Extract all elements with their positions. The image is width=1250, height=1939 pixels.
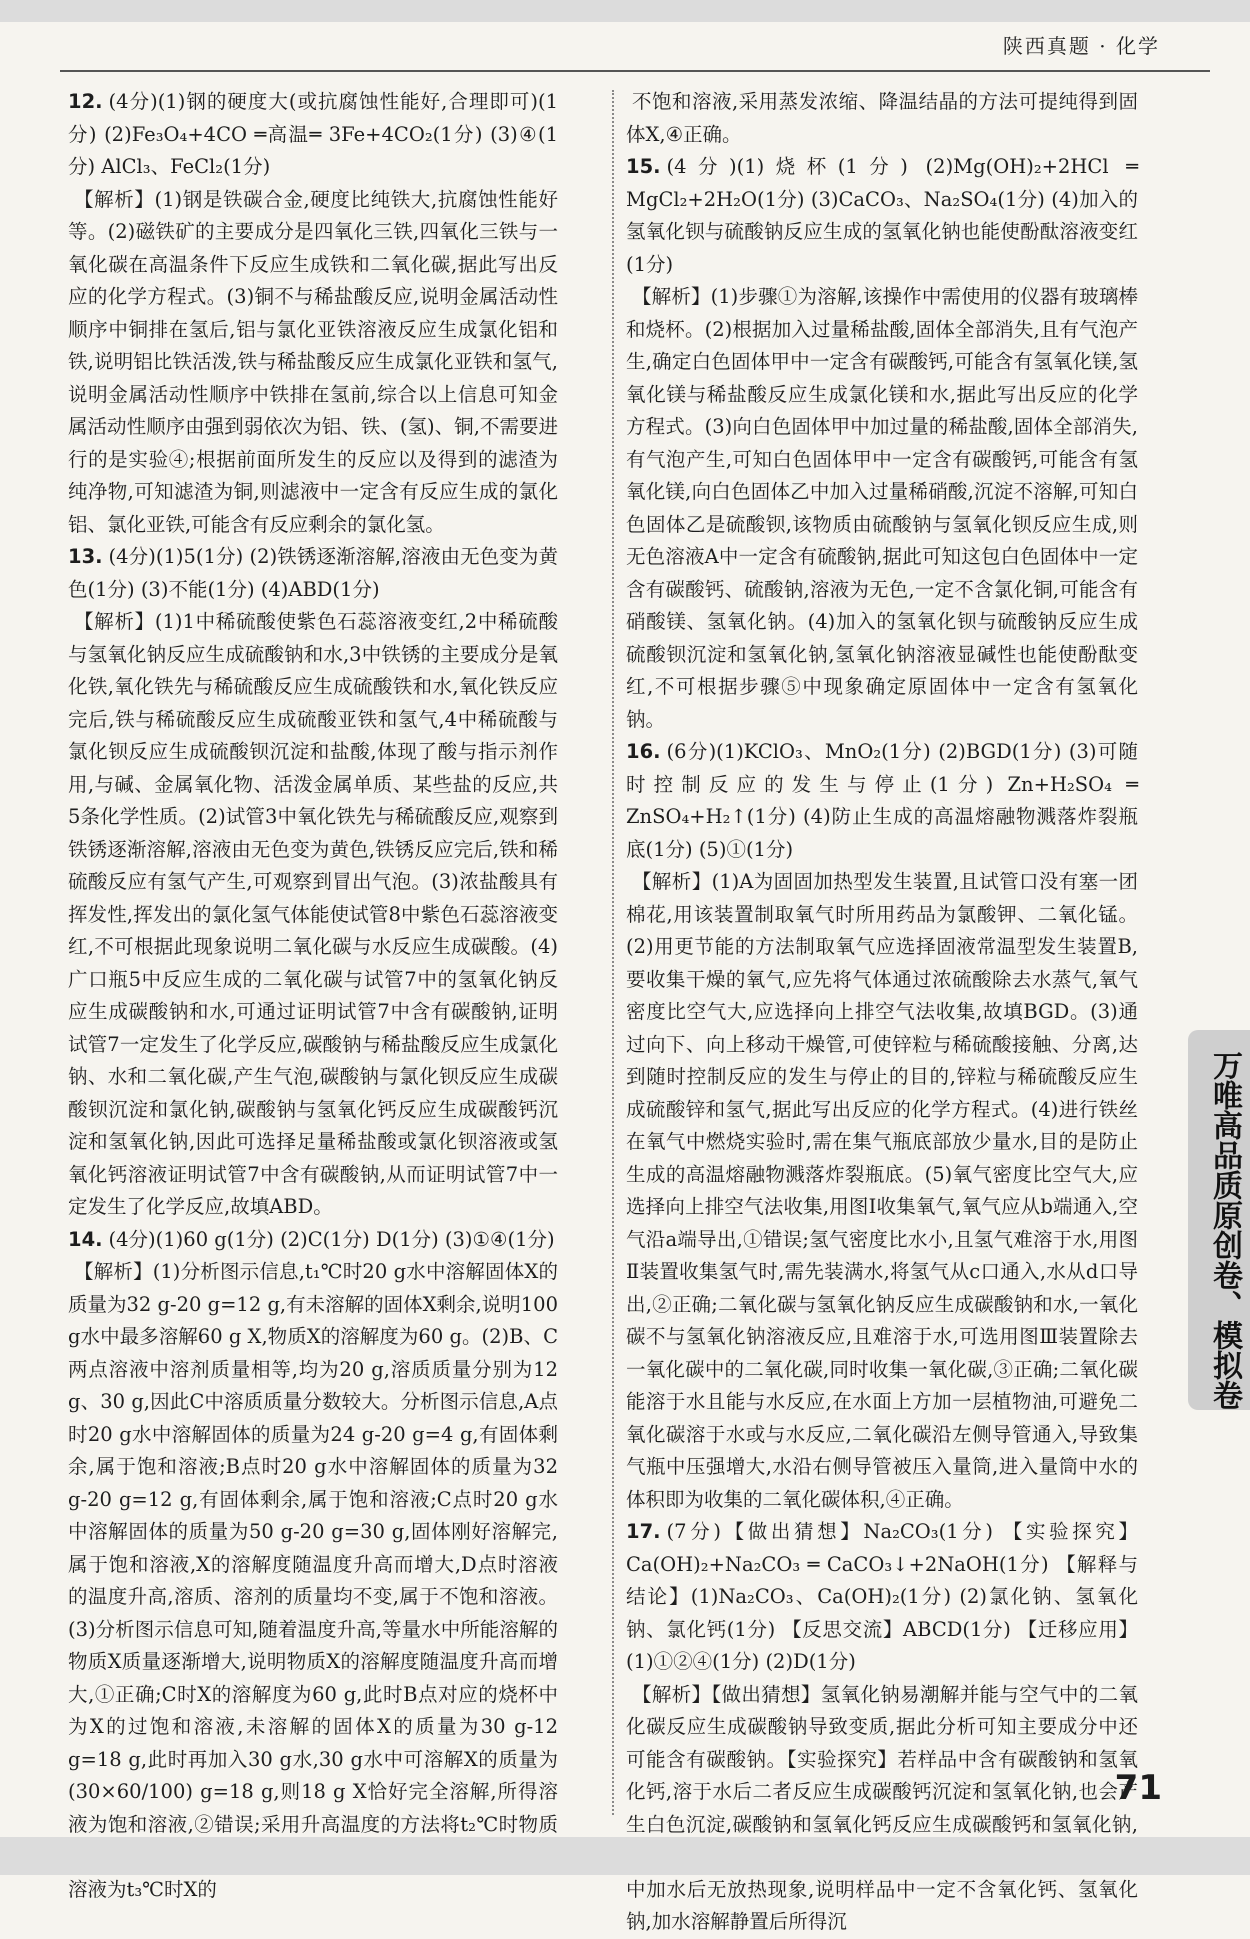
paragraph — [626, 866, 1138, 1516]
paragraph — [626, 151, 1138, 281]
bottom-band — [0, 1837, 1250, 1875]
paragraph-text: (6分)(1)KClO₃、MnO₂(1分) (2)BGD(1分) (3)可随时控制反应的发生与停止(1分) Zn+H₂SO₄ ═ ZnSO₄+H₂↑(1分) (4)防止生成的高温熔融物溅落炸裂瓶底(1分) (5)①(1分) — [626, 740, 1138, 861]
paragraph — [68, 1256, 558, 1906]
top-band — [0, 0, 1250, 22]
paragraph — [68, 541, 558, 606]
paragraph — [626, 86, 1138, 151]
paragraph-text: (4分)(1)烧杯(1分) (2)Mg(OH)₂+2HCl ═ MgCl₂+2H₂O(1分) (3)CaCO₃、Na₂SO₄(1分) (4)加入的氢氧化钡与硫酸钠反应生成的氢氧化钠也能使酚酞溶液变红(1分) — [626, 155, 1138, 276]
paragraph-text: 【解析】(1)A为固固加热型发生装置,且试管口没有塞一团棉花,用该装置制取氧气时所用药品为氯酸钾、二氧化锰。(2)用更节能的方法制取氧气应选择固液常温型发生装置B,要收集干燥的氧气,应先将气体通过浓硫酸除去水蒸气,氧气密度比空气大,应选择向上排空气法收集,故填BGD。(3)通过向下、向上移动干燥管,可使锌粒与稀硫酸接触、分离,达到随时控制反应的发生与停止的目的,锌粒与稀硫酸反应生成硫酸锌和氢气,据此写出反应的化学方程式。(4)进行铁丝在氧气中燃烧实验时,需在集气瓶底部放少量水,目的是防止生成的高温熔融物溅落炸裂瓶底。(5)氧气密度比空气大,应选择向上排空气法收集,用图Ⅰ收集氧气,氧气应从b端通入,空气沿a端导出,①错误;氢气密度比水小,且氢气难溶于水,用图Ⅱ装置收集氢气时,需先装满水,将氢气从c口通入,水从d口导出,②正确;二氧化碳与氢氧化钠反应生成碳酸钠和水,一氧化碳不与氢氧化钠溶液反应,且难溶于水,可选用图Ⅲ装置除去一氧化碳中的二氧化碳,同时收集一氧化碳,③正确;二氧化碳能溶于水且能与水反应,在水面上方加一层植物油,可避免二氧化碳溶于水或与水反应,二氧化碳沿左侧导管通入,导致集气瓶中压强增大,水沿右侧导管被压入量筒,进入量筒中水的体积即为收集的二氧化碳体积,④正确。 — [626, 870, 1138, 1511]
paragraph — [626, 281, 1138, 736]
paragraph-text: 【解析】(1)1中稀硫酸使紫色石蕊溶液变红,2中稀硫酸与氢氧化钠反应生成硫酸钠和水,3中铁锈的主要成分是氧化铁,氧化铁先与稀硫酸反应生成硫酸铁和水,氧化铁反应完后,铁与稀硫酸反应生成硫酸亚铁和氢气,4中稀硫酸与氯化钡反应生成硫酸钡沉淀和盐酸,体现了酸与指示剂作用,与碱、金属氧化物、活泼金属单质、某些盐的反应,共5条化学性质。(2)试管3中氧化铁先与稀硫酸反应,观察到铁锈逐渐溶解,溶液由无色变为黄色,铁锈反应完后,铁和稀硫酸反应有氢气产生,可观察到冒出气泡。(3)浓盐酸具有挥发性,挥发出的氯化氢气体能使试管8中紫色石蕊溶液变红,不可根据此现象说明二氧化碳与水反应生成碳酸。(4)广口瓶5中反应生成的二氧化碳与试管7中的氢氧化钠反应生成碳酸钠和水,可通过证明试管7中含有碳酸钠,证明试管7一定发生了化学反应,碳酸钠与稀盐酸反应生成氯化钠、水和二氧化碳,产生气泡,碳酸钠与氯化钡反应生成碳酸钡沉淀和氯化钠,碳酸钠与氢氧化钙反应生成碳酸钙沉淀和氢氧化钠,因此可选择足量稀盐酸或氯化钡溶液或氢氧化钙溶液证明试管7中含有碳酸钠,从而证明试管7中一定发生了化学反应,故填ABD。 — [68, 610, 558, 1218]
page-header: 陕西真题 · 化学 — [1002, 34, 1160, 58]
paragraph — [68, 184, 558, 542]
question-number: 14. — [68, 1227, 103, 1251]
paragraph — [626, 1516, 1138, 1679]
paragraph-text: 【解析】(1)钢是铁碳合金,硬度比纯铁大,抗腐蚀性能好等。(2)磁铁矿的主要成分是四氧化三铁,四氧化三铁与一氧化碳在高温条件下反应生成铁和二氧化碳,据此写出反应的化学方程式。(3)铜不与稀盐酸反应,说明金属活动性顺序中铜排在氢后,铝与氯化亚铁溶液反应生成氯化铝和铁,说明铝比铁活泼,铁与稀盐酸反应生成氯化亚铁和氢气,说明金属活动性顺序中铁排在氢前,综合以上信息可知金属活动性顺序由强到弱依次为铝、铁、(氢)、铜,不需要进行的是实验④;根据前面所发生的反应以及得到的滤渣为纯净物,可知滤渣为铜,则滤液中一定含有反应生成的氯化铝、氯化亚铁,可能含有反应剩余的氯化氢。 — [68, 187, 558, 536]
page-number: 71 — [1114, 1768, 1162, 1808]
paragraph — [68, 86, 558, 184]
paragraph-text: 【解析】(1)步骤①为溶解,该操作中需使用的仪器有玻璃棒和烧杯。(2)根据加入过量稀盐酸,固体全部消失,且有气泡产生,确定白色固体甲中一定含有碳酸钙,可能含有氢氧化镁,氢氧化镁与稀盐酸反应生成氯化镁和水,据此写出反应的化学方程式。(3)向白色固体甲中加过量的稀盐酸,固体全部消失,有气泡产生,可知白色固体甲中一定含有碳酸钙,可能含有氢氧化镁,向白色固体乙中加入过量稀硝酸,沉淀不溶解,可知白色固体乙是硫酸钡,该物质由硫酸钠与氢氧化钡反应生成,则无色溶液A中一定含有硫酸钠,据此可知这包白色固体中一定含有碳酸钙、硫酸钠,溶液为无色,一定不含氯化铜,可能含有硝酸镁、氢氧化钠。(4)加入的氢氧化钡与硫酸钠反应生成硫酸钡沉淀和氢氧化钠,氢氧化钠溶液显碱性也能使酚酞变红,不可根据步骤⑤中现象确定原固体中一定含有氢氧化钠。 — [626, 285, 1138, 731]
left-column — [68, 86, 558, 1906]
paragraph — [68, 1224, 558, 1257]
question-number: 17. — [626, 1520, 661, 1543]
question-number: 12. — [68, 90, 103, 113]
paragraph-text: 【解析】【做出猜想】氢氧化钠易潮解并能与空气中的二氧化碳反应生成碳酸钠导致变质,据此分析可知主要成分中还可能含有碳酸钠。【实验探究】若样品中含有碳酸钠和氢氧化钙,溶于水后二者反应生成碳酸钙沉淀和氢氧化钠,也会产生白色沉淀,碳酸钠和氢氧化钙反应生成碳酸钙和氢氧化钠, 中加水后无放热现象,说明样品中一定不含氧化钙、氢氧化钠,加水溶解静置后所得沉 — [626, 1682, 1138, 1933]
paragraph-text: (7分)【做出猜想】Na₂CO₃(1分) 【实验探究】Ca(OH)₂+Na₂CO₃ ═ CaCO₃↓+2NaOH(1分) 【解释与结论】(1)Na₂CO₃、Ca(OH)₂(1分) (2)氯化钠、氢氧化钠、氯化钙(1分) 【反思交流】ABCD(1分) 【迁移应用】(1)①②④(1分) (2)D(1分) — [626, 1520, 1138, 1673]
paragraph-text: 【解析】(1)分析图示信息,t₁℃时20 g水中溶解固体X的质量为32 g-20 g=12 g,有未溶解的固体X剩余,说明100 g水中最多溶解60 g X,物质X的溶解度为60 g。(2)B、C两点溶液中溶剂质量相等,均为20 g,溶质质量分别为12 g、30 g,因此C中溶质质量分数较大。分析图示信息,A点时20 g水中溶解固体的质量为24 g-20 g=4 g,有固体剩余,属于饱和溶液;B点时20 g水中溶解固体的质量为32 g-20 g=12 g,有固体剩余,属于饱和溶液;C点时20 g水中溶解固体的质量为50 g-20 g=30 g,固体刚好溶解完,属于饱和溶液,X的溶解度随温度升高而增大,D点时溶液的温度升高,溶质、溶剂的质量均不变,属于不饱和溶液。(3)分析图示信息可知,随着温度升高,等量水中所能溶解的物质X质量逐渐增大,说明物质X的溶解度随温度升高而增大,①正确;C时X的溶解度为60 g,此时B点对应的烧杯中为X的过饱和溶液,未溶解的固体X的质量为30 g-12 g=18 g,此时再加入30 g水,30 g水中可溶解X的质量为(30×60/100) g=18 g,则18 g X恰好完全溶解,所得溶液为饱和溶液,②错误;采用升高温度的方法将t₂℃时物质 溶液为t₃℃时X的 — [68, 1260, 558, 1901]
question-number: 13. — [68, 545, 103, 568]
paragraph — [626, 736, 1138, 866]
header-rule — [60, 70, 1210, 72]
paragraph-text: (4分)(1)60 g(1分) (2)C(1分) D(1分) (3)①④(1分) — [108, 1227, 555, 1251]
question-number: 15. — [626, 155, 661, 178]
side-tab-label: 万唯高品质原创卷、模拟卷 — [1207, 1050, 1242, 1410]
paragraph — [68, 606, 558, 1224]
column-divider — [612, 90, 614, 1815]
paragraph-text: 不饱和溶液,采用蒸发浓缩、降温结晶的方法可提纯得到固体X,④正确。 — [626, 90, 1138, 146]
paragraph-text: (4分)(1)5(1分) (2)铁锈逐渐溶解,溶液由无色变为黄色(1分) (3)不能(1分) (4)ABD(1分) — [68, 545, 558, 601]
paragraph — [626, 1679, 1138, 1939]
question-number: 16. — [626, 740, 661, 763]
right-column — [626, 86, 1138, 1939]
paragraph-text: (4分)(1)钢的硬度大(或抗腐蚀性能好,合理即可)(1分) (2)Fe₃O₄+4CO ═高温═ 3Fe+4CO₂(1分) (3)④(1分) AlCl₃、FeCl₂(1分) — [68, 90, 558, 178]
